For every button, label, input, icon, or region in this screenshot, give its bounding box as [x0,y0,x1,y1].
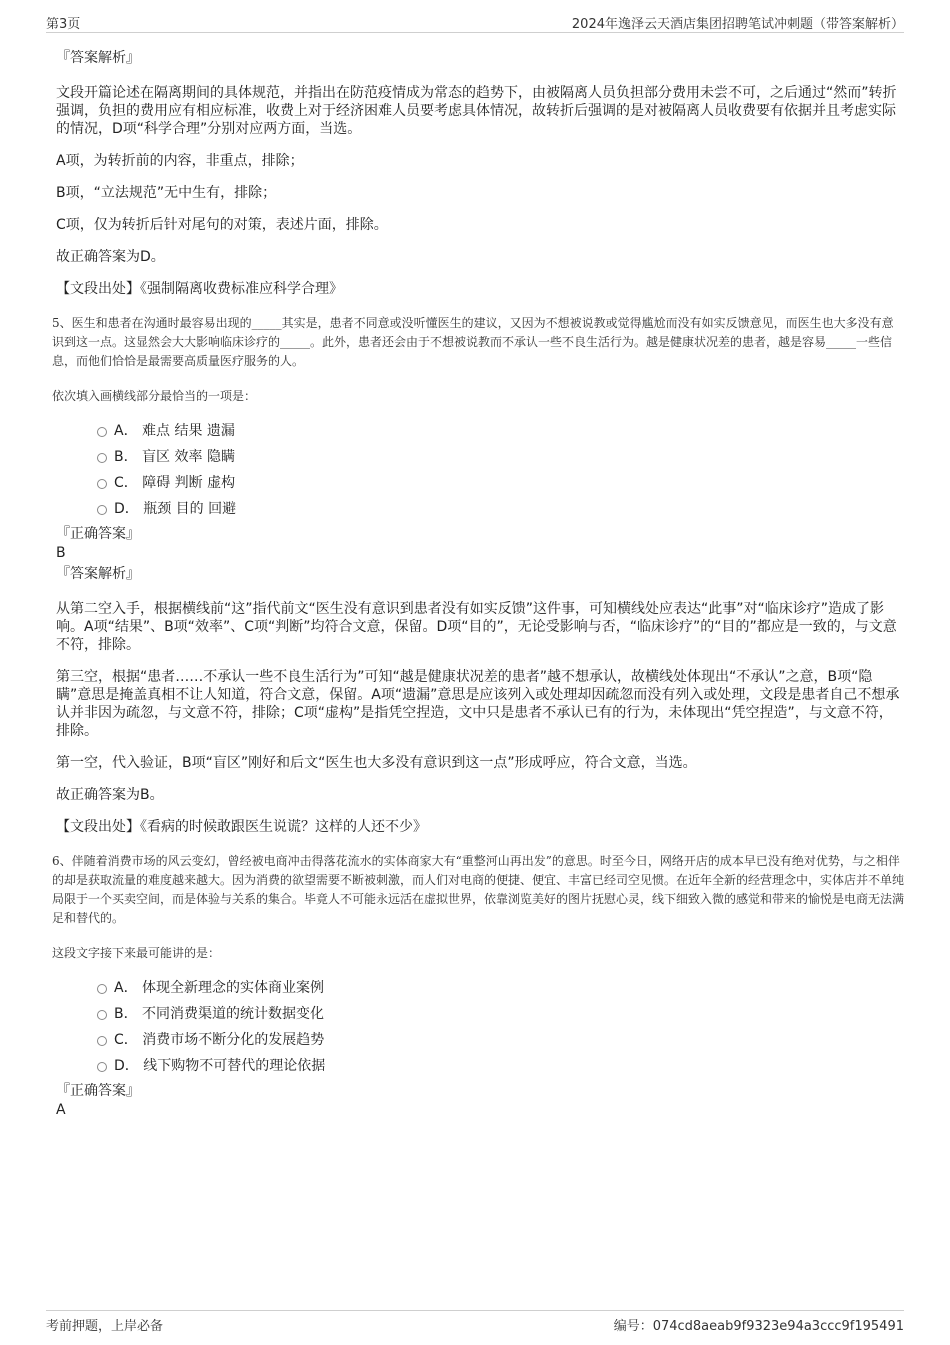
radio-icon[interactable] [97,984,107,994]
option-label: A． 体现全新理念的实体商业案例 [114,980,325,996]
option-a[interactable] [97,975,904,1001]
option-c[interactable] [97,1027,904,1053]
page-header [46,12,904,33]
option-a[interactable] [97,418,904,444]
correct-answer-label: 『正确答案』 [56,1083,140,1099]
option-label: D． 线下购物不可替代的理论依据 [114,1058,326,1074]
question-prompt: 依次填入画横线部分最恰当的一项是： [52,389,257,403]
analysis-label: 『答案解析』 [56,566,140,582]
correct-answer: A [56,1102,66,1118]
footer-slogan: 考前押题，上岸必备 [46,1319,164,1334]
radio-icon[interactable] [97,479,107,489]
option-label: B． 盲区 效率 隐瞒 [114,449,235,465]
analysis-paragraph: 第三空，根据“患者……不承认一些不良生活行为”可知“越是健康状况差的患者”越不想承认，故横线处体现出“不承认”之意，B项“隐瞒”意思是掩盖真相不让人知道，符合文意，保留。A项“遗漏”意思是应该列入或处理却因疏忽而没有列入或处理，文段是患者自己不想承认并非因为疏忽，与文意不符，排除；C项“虚构”是指凭空捏造，文中只是患者不承认已有的行为，未体现出“凭空捏造”，与文意不符，排除。 [56,669,900,739]
option-label: C． 障碍 判断 虚构 [114,475,236,491]
options-list [56,975,904,1079]
page-content [52,46,905,1119]
analysis-paragraph: 文段开篇论述在隔离期间的具体规范，并指出在防范疫情成为常态的趋势下，由被隔离人员负担部分费用未尝不可，之后通过“然而”转折强调，负担的费用应有相应标准，收费上对于经济困难人员要考虑具体情况，故转折后强调的是对被隔离人员收费要有依据并且考虑实际的情况，D项“科学合理”分别对应两方面，当选。 [56,85,897,137]
option-c[interactable] [97,470,904,496]
option-b[interactable] [97,444,904,470]
source-citation: 【文段出处】《看病的时候敢跟医生说谎？这样的人还不少》 [56,819,427,835]
radio-icon[interactable] [97,1036,107,1046]
option-b[interactable] [97,1001,904,1027]
options-list [56,418,904,522]
option-d[interactable] [97,1053,904,1079]
option-d[interactable] [97,496,904,522]
option-label: C． 消费市场不断分化的发展趋势 [114,1032,325,1048]
page-footer [46,1310,904,1334]
correct-answer-label: 『正确答案』 [56,526,140,542]
radio-icon[interactable] [97,1062,107,1072]
option-label: B． 不同消费渠道的统计数据变化 [114,1006,325,1022]
question-prompt: 这段文字接下来最可能讲的是： [52,946,221,960]
option-label: D． 瓶颈 目的 回避 [114,501,237,517]
radio-icon[interactable] [97,427,107,437]
analysis-paragraph: C项，仅为转折后针对尾句的对策，表述片面，排除。 [56,217,388,233]
radio-icon[interactable] [97,453,107,463]
analysis-paragraph: B项，“立法规范”无中生有，排除； [56,185,277,201]
analysis-paragraph: 从第二空入手，根据横线前“这”指代前文“医生没有意识到患者没有如实反馈”这件事，可知横线处应表达“此事”对“临床诊疗”造成了影响。A项“结果”、B项“效率”、C项“判断”均符合文意，保留。D项“目的”，无论受影响与否，“临床诊疗”的“目的”都应是一致的，与文意不符，排除。 [56,601,897,653]
radio-icon[interactable] [97,505,107,515]
page-number: 第3页 [46,17,81,32]
question-stem: 5、医生和患者在沟通时最容易出现的_____其实是，患者不同意或没听懂医生的建议，又因为不想被说教或觉得尴尬而没有如实反馈意见，而医生也大多没有意识到这一点。这显然会大大影响临床诊疗的_____。此外，患者还会由于不想被说教而不承认一些不良生活行为。越是健康状况差的患者，越是容易_____一些信息，而他们恰恰是最需要高质量医疗服务的人。 [52,316,894,368]
option-label: A． 难点 结果 遗漏 [114,423,235,439]
radio-icon[interactable] [97,1010,107,1020]
analysis-label: 『答案解析』 [56,50,140,66]
correct-answer: B [56,545,66,561]
analysis-paragraph: 故正确答案为B。 [56,787,164,803]
question-stem: 6、伴随着消费市场的风云变幻，曾经被电商冲击得落花流水的实体商家大有“重整河山再出发”的意思。时至今日，网络开店的成本早已没有绝对优势，与之相伴的却是获取流量的难度越来越大。因为消费的欲望需要不断被刺激，而人们对电商的便捷、便宜、丰富已经司空见惯。在近年全新的经营理念中，实体店并不单纯局限于一个买卖空间，而是体验与关系的集合。毕竟人不可能永远活在虚拟世界，依靠浏览美好的图片抚慰心灵，线下细致入微的感觉和带来的愉悦是电商无法满足和替代的。 [52,854,905,925]
document-title: 2024年逸泽云天酒店集团招聘笔试冲刺题（带答案解析） [571,17,904,32]
analysis-paragraph: 故正确答案为D。 [56,249,165,265]
source-citation: 【文段出处】《强制隔离收费标准应科学合理》 [56,281,343,297]
analysis-paragraph: A项，为转折前的内容，非重点，排除； [56,153,304,169]
analysis-paragraph: 第一空，代入验证，B项“盲区”刚好和后文“医生也大多没有意识到这一点”形成呼应，符合文意，当选。 [56,755,697,771]
document-code: 编号：074cd8aeab9f9323e94a3ccc9f195491 [613,1319,904,1334]
